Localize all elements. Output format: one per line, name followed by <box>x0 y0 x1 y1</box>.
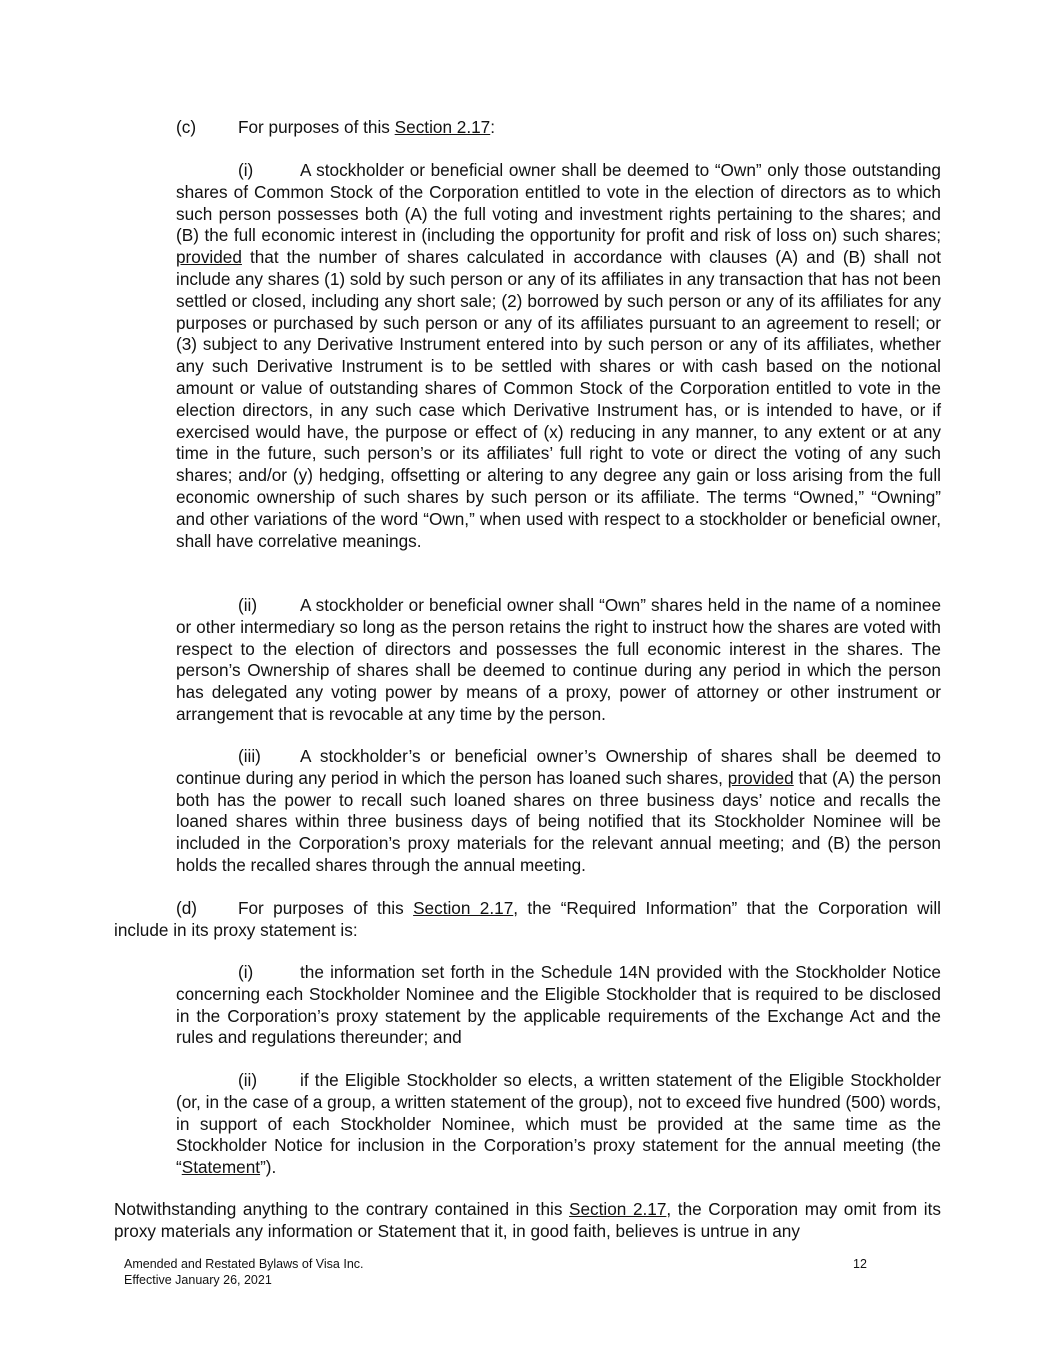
section-d-heading: (d) For purposes of this Section 2.17, the “Required Information” that the Corporation will include in its proxy statement is: <box>114 898 942 940</box>
section-c-heading: (c) For purposes of this Section 2.17: <box>176 117 496 137</box>
paragraph-c-iii: (iii) A stockholder’s or beneficial owner’s Ownership of shares shall be deemed to continue during any period in which the person has loaned such shares, provided that (A) the person both has the power to recall such loaned shares on three business days’ notice and recalls the loaned shares within three business days of being notified that its Stockholder Nominee will be included in the Corporation’s proxy materials for the relevant annual meeting; and (B) the person holds the recalled shares through the annual meeting. <box>176 746 941 875</box>
section-link[interactable]: Section 2.17 <box>569 1199 667 1219</box>
footer-title: Amended and Restated Bylaws of Visa Inc. Effective January 26, 2021 <box>124 1257 364 1287</box>
section-link[interactable]: Section 2.17 <box>394 117 491 137</box>
paragraph-c-i: (i) A stockholder or beneficial owner shall be deemed to “Own” only those outstanding shares of Common Stock of the Corporation entitled to vote in the election of directors as to which such person possesses both (A) the full voting and investment rights pertaining to the shares; and (B) the full economic interest in (including the opportunity for profit and risk of loss on) such shares; provided that the number of shares calculated in accordance with clauses (A) and (B) shall not include any shares (1) sold by such person or any of its affiliates in any transaction that has not been settled or closed, including any short sale; (2) borrowed by such person or any of its affiliates for any purposes or purchased by such person or any of its affiliates pursuant to an agreement to resell; or (3) subject to any Derivative Instrument entered into by such person or any of its affiliates, whether any such Derivative Instrument is to be settled with shares or with cash based on the notional amount or value of outstanding shares of Common Stock of the Corporation entitled to vote in the election directors, in any such case which Derivative Instrument has, or is intended to have, or if exercised would have, the purpose or effect of (x) reducing in any manner, to any extent or at any time in the future, such person’s or its affiliates’ full right to vote or direct the voting of any such shares; and/or (y) hedging, offsetting or altering to any degree any gain or loss arising from the full economic ownership of such shares by such person or its affiliate. The terms “Owned,” “Owning” and other variations of the word “Own,” when used with respect to a stockholder or beneficial owner, shall have correlative meanings. <box>176 160 941 551</box>
paragraph-c-ii: (ii) A stockholder or beneficial owner shall “Own” shares held in the name of a nominee or other intermediary so long as the person retains the right to instruct how the shares are voted with respect to the election of directors and possesses the full economic interest in the shares. The person’s Ownership of shares shall be deemed to continue during any period in which the person has delegated any voting power by means of a proxy, power of attorney or other instrument or arrangement that is revocable at any time by the person. <box>176 595 941 724</box>
paragraph-d-ii: (ii) if the Eligible Stockholder so elects, a written statement of the Eligible Stockholder (or, in the case of a group, a written statement of the group), not to exceed five hundred (500) words, in support of each Stockholder Nominee, which must be provided at the same time as the Stockholder Notice for inclusion in the Corporation’s proxy statement for the annual meeting (the “Statement”). <box>176 1070 941 1178</box>
page-number: 12 <box>853 1257 867 1271</box>
paragraph-d-i: (i) the information set forth in the Schedule 14N provided with the Stockholder Notice concerning each Stockholder Nominee and the Eligible Stockholder that is required to be disclosed in the Corporation’s proxy statement by the applicable requirements of the Exchange Act and the rules and regulations thereunder; and <box>176 962 941 1048</box>
section-link[interactable]: Section 2.17 <box>413 898 514 918</box>
closing-paragraph: Notwithstanding anything to the contrary contained in this Section 2.17, the Corporation may omit from its proxy materials any information or Statement that it, in good faith, believes is untrue in any <box>114 1199 941 1241</box>
